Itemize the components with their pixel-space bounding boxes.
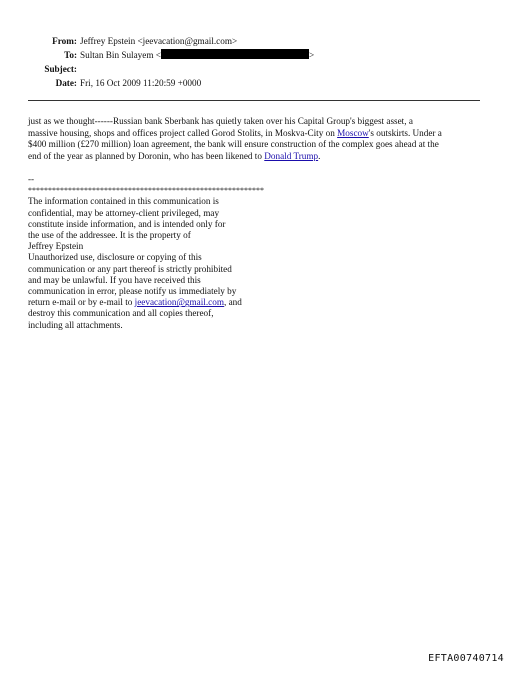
signature-stars: *********************************************************** <box>28 186 264 196</box>
signature-closing <box>28 308 328 330</box>
signature-line: the use of the addressee. It is the property of <box>28 230 191 241</box>
date-row <box>0 76 512 90</box>
from-row <box>0 34 512 48</box>
signature-line: confidential, may be attorney-client privileged, may <box>28 207 220 218</box>
email-signature <box>28 174 328 331</box>
notify-email-link[interactable]: jeevacation@gmail.com <box>134 297 224 308</box>
notify-suffix: , and <box>223 297 242 308</box>
to-value <box>80 48 314 62</box>
to-value-suffix: > <box>308 50 315 60</box>
date-value: Fri, 16 Oct 2009 11:20:59 +0000 <box>80 78 202 88</box>
signature-dash: -- <box>28 174 35 184</box>
signature-closing-line: including all attachments. <box>28 319 123 330</box>
redaction-block <box>161 49 309 59</box>
signature-line: The information contained in this communication is <box>28 196 219 207</box>
subject-label: Subject: <box>44 64 77 74</box>
header-divider <box>28 100 480 101</box>
subject-row <box>0 62 512 76</box>
signature-line: communication or any part thereof is strictly prohibited <box>28 263 232 274</box>
body-text-segment: just as we thought------Russian bank Sberbank has quietly taken over his Capital Group's biggest asset, a <box>28 116 413 126</box>
body-line <box>28 116 488 128</box>
body-text-segment: . <box>318 150 321 161</box>
to-row <box>0 48 512 62</box>
email-header <box>0 34 512 90</box>
signature-closing-line: destroy this communication and all copies thereof, <box>28 308 214 319</box>
signature-line: Jeffrey Epstein <box>28 241 84 252</box>
to-label: To: <box>64 50 77 60</box>
signature-notify-line <box>28 297 328 308</box>
body-link-moscow[interactable]: Moscow <box>337 127 369 138</box>
body-text-segment: massive housing, shops and offices project called Gorod Stolits, in Moskva-City on <box>28 127 338 138</box>
body-link-donald-trump[interactable]: Donald Trump <box>264 150 319 161</box>
signature-line: communication in error, please notify us immediately by <box>28 286 237 297</box>
email-body <box>28 116 488 162</box>
from-label: From: <box>52 36 77 46</box>
to-value-prefix: Sultan Bin Sulayem < <box>80 50 161 60</box>
body-line <box>28 128 488 140</box>
body-text-segment: end of the year as planned by Doronin, who has been likened to <box>28 150 265 161</box>
body-line <box>28 139 488 151</box>
signature-line: constitute inside information, and is intended only for <box>28 218 226 229</box>
body-text-segment: $400 million (£270 million) loan agreement, the bank will ensure construction of the complex goes ahead at the <box>28 139 439 150</box>
body-text-segment: 's outskirts. Under a <box>368 127 442 138</box>
signature-line: and may be unlawful. If you have received this <box>28 274 201 285</box>
document-id: EFTA00740714 <box>428 653 504 664</box>
body-line <box>28 151 488 163</box>
date-label: Date: <box>55 78 77 88</box>
signature-line: Unauthorized use, disclosure or copying of this <box>28 252 202 263</box>
signature-lines <box>28 196 328 297</box>
from-value: Jeffrey Epstein <jeevacation@gmail.com> <box>80 36 238 46</box>
notify-prefix: return e-mail or by e-mail to <box>28 297 135 308</box>
